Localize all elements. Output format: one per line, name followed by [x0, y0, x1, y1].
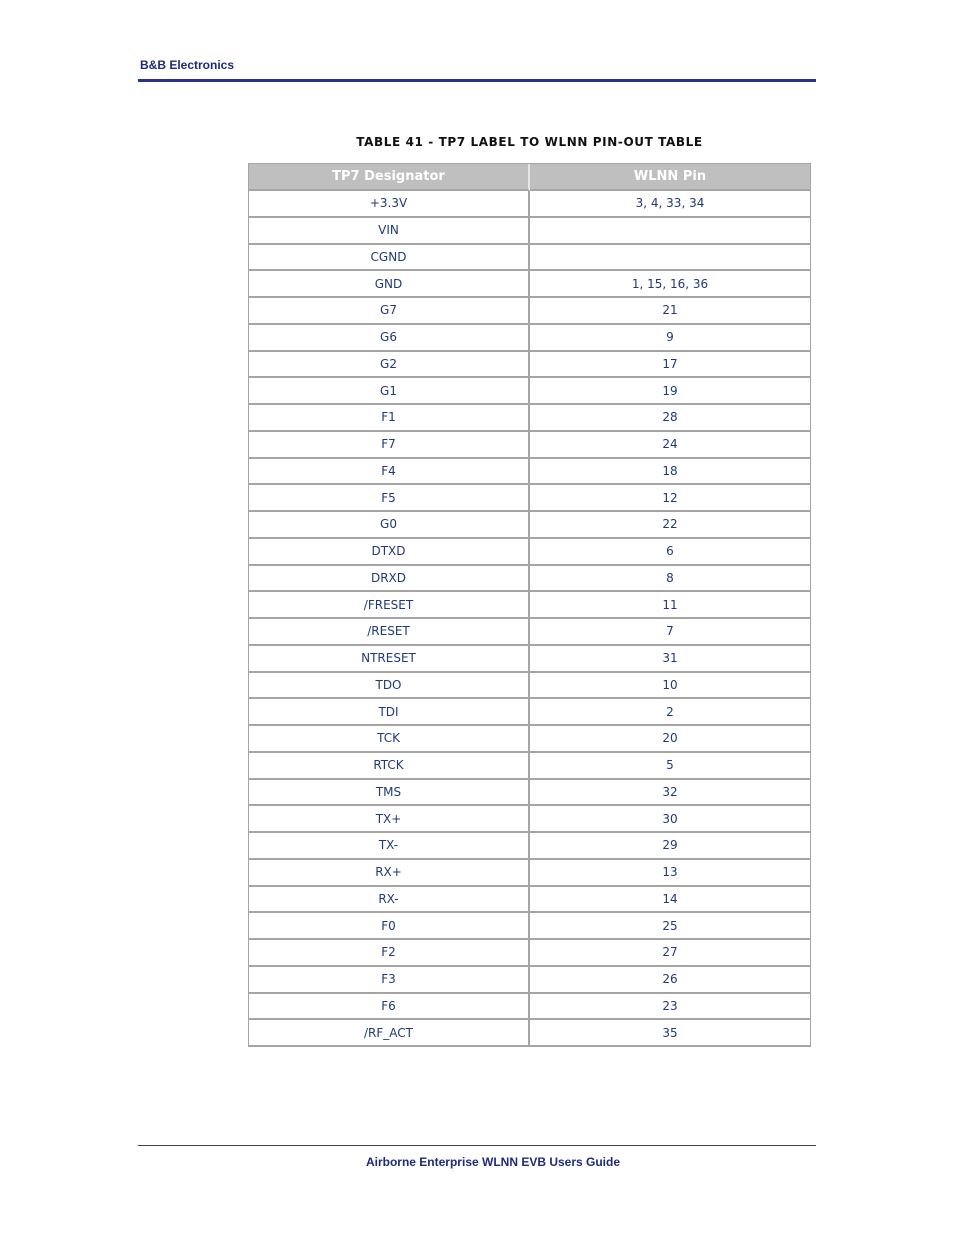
- cell-tp7-designator: F7: [249, 432, 530, 459]
- cell-tp7-designator: TDI: [249, 699, 530, 726]
- cell-tp7-designator: G7: [249, 298, 530, 325]
- cell-tp7-designator: TMS: [249, 780, 530, 807]
- table-row: [249, 940, 810, 967]
- cell-tp7-designator: F5: [249, 485, 530, 512]
- cell-wlnn-pin: 19: [530, 378, 810, 405]
- cell-tp7-designator: /RF_ACT: [249, 1020, 530, 1045]
- column-header-designator: TP7 Designator: [249, 164, 530, 191]
- cell-tp7-designator: RTCK: [249, 753, 530, 780]
- table-row: [249, 646, 810, 673]
- table-row: [249, 780, 810, 807]
- cell-wlnn-pin: 11: [530, 592, 810, 619]
- table-row: [249, 539, 810, 566]
- cell-tp7-designator: /FRESET: [249, 592, 530, 619]
- table-row: [249, 485, 810, 512]
- cell-wlnn-pin: 32: [530, 780, 810, 807]
- cell-tp7-designator: DTXD: [249, 539, 530, 566]
- column-header-wlnn-pin: WLNN Pin: [530, 164, 810, 191]
- cell-wlnn-pin: 17: [530, 352, 810, 379]
- cell-wlnn-pin: 14: [530, 887, 810, 914]
- cell-tp7-designator: G2: [249, 352, 530, 379]
- table-header-row: [249, 164, 810, 191]
- cell-wlnn-pin: 12: [530, 485, 810, 512]
- table-row: [249, 271, 810, 298]
- cell-wlnn-pin: 35: [662, 1025, 678, 1040]
- cell-tp7-designator: RX+: [249, 860, 530, 887]
- table-row: [249, 1020, 810, 1045]
- cell-wlnn-pin: 1, 15, 16, 36: [530, 271, 810, 298]
- cell-tp7-designator: TX-: [249, 833, 530, 860]
- cell-tp7-designator: +3.3V: [249, 191, 530, 218]
- cell-wlnn-pin: [530, 218, 810, 245]
- cell-tp7-designator: G1: [249, 378, 530, 405]
- table-row: [249, 967, 810, 994]
- table-row: [249, 619, 810, 646]
- cell-wlnn-pin: 18: [530, 459, 810, 486]
- cell-wlnn-pin: 2: [530, 699, 810, 726]
- cell-wlnn-pin: 5: [530, 753, 810, 780]
- cell-tp7-designator: F2: [249, 940, 530, 967]
- cell-wlnn-pin: 22: [530, 512, 810, 539]
- table-row: [249, 191, 810, 218]
- cell-tp7-designator: CGND: [249, 245, 530, 272]
- table-row: [249, 860, 810, 887]
- cell-wlnn-pin: 9: [530, 325, 810, 352]
- cell-tp7-designator: F1: [249, 405, 530, 432]
- footer-document-title: Airborne Enterprise WLNN EVB Users Guide: [365, 1155, 621, 1169]
- cell-tp7-designator: F0: [249, 913, 530, 940]
- cell-tp7-designator: /RESET: [249, 619, 530, 646]
- cell-tp7-designator: F3: [249, 967, 530, 994]
- header-company-name: B&B Electronics: [140, 58, 235, 72]
- table-row: [249, 432, 810, 459]
- table-row: [249, 833, 810, 860]
- cell-wlnn-pin: 25: [530, 913, 810, 940]
- footer-rule: [138, 1145, 816, 1146]
- cell-tp7-designator: TX+: [249, 806, 530, 833]
- cell-wlnn-pin: 20: [530, 726, 810, 753]
- table-row: [249, 512, 810, 539]
- cell-wlnn-pin: 21: [530, 298, 810, 325]
- cell-wlnn-pin: 27: [530, 940, 810, 967]
- cell-tp7-designator: F4: [249, 459, 530, 486]
- table-body: [249, 191, 810, 1045]
- cell-tp7-designator: TDO: [249, 673, 530, 700]
- table-row: [249, 592, 810, 619]
- cell-wlnn-pin: 23: [530, 994, 810, 1021]
- cell-wlnn-pin: 8: [530, 566, 810, 593]
- table-row: [249, 753, 810, 780]
- cell-wlnn-pin: 26: [530, 967, 810, 994]
- cell-tp7-designator: G0: [249, 512, 530, 539]
- cell-tp7-designator: TCK: [249, 726, 530, 753]
- table-caption: TABLE 41 - TP7 LABEL TO WLNN PIN-OUT TABLE: [356, 135, 703, 149]
- table-row: [249, 218, 810, 245]
- table-row: [249, 806, 810, 833]
- table-row: [249, 913, 810, 940]
- cell-wlnn-pin: [530, 245, 810, 272]
- pinout-table: [248, 163, 811, 1047]
- table-row: [249, 459, 810, 486]
- table-row: [249, 673, 810, 700]
- cell-tp7-designator: RX-: [249, 887, 530, 914]
- cell-tp7-designator: NTRESET: [249, 646, 530, 673]
- table-row: [249, 378, 810, 405]
- table-row: [249, 887, 810, 914]
- cell-tp7-designator: DRXD: [249, 566, 530, 593]
- cell-wlnn-pin: 29: [530, 833, 810, 860]
- table-row: [249, 566, 810, 593]
- table-row: [249, 994, 810, 1021]
- cell-wlnn-pin: 24: [530, 432, 810, 459]
- cell-wlnn-pin: 10: [530, 673, 810, 700]
- cell-wlnn-pin: 7: [530, 619, 810, 646]
- table-row: [249, 298, 810, 325]
- cell-tp7-designator: VIN: [249, 218, 530, 245]
- cell-tp7-designator: G6: [249, 325, 530, 352]
- cell-wlnn-pin: 6: [530, 539, 810, 566]
- table-row: [249, 726, 810, 753]
- table-row: [249, 405, 810, 432]
- table-row: [249, 699, 810, 726]
- cell-wlnn-pin: 28: [530, 405, 810, 432]
- header-rule: [138, 79, 816, 82]
- table-row: [249, 245, 810, 272]
- table-row: [249, 325, 810, 352]
- cell-tp7-designator: F6: [249, 994, 530, 1021]
- cell-wlnn-pin: 3, 4, 33, 34: [530, 191, 810, 218]
- cell-wlnn-pin: 13: [530, 860, 810, 887]
- cell-wlnn-pin: 30: [530, 806, 810, 833]
- cell-tp7-designator: GND: [249, 271, 530, 298]
- cell-wlnn-pin: 31: [530, 646, 810, 673]
- table-row: [249, 352, 810, 379]
